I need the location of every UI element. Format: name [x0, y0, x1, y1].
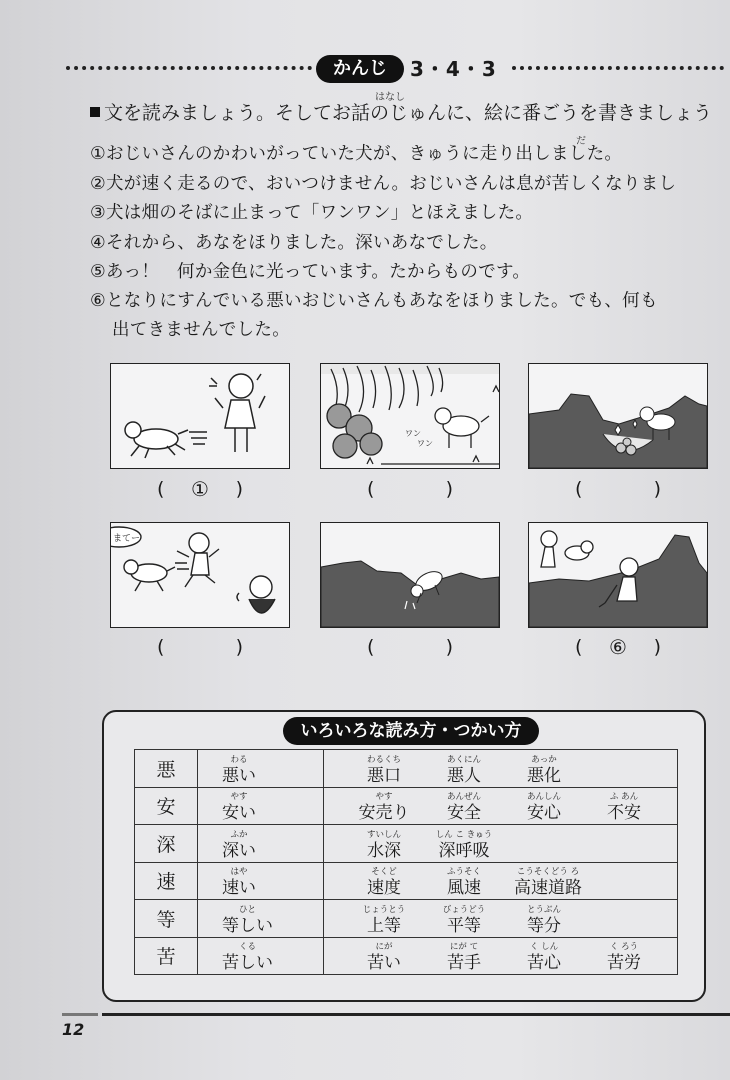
vocab-row: [135, 900, 678, 938]
vocab-word-text: 安売り: [358, 803, 410, 823]
vocab-word-text: 苦手: [447, 953, 481, 973]
vocab-furigana: あんしん: [526, 792, 561, 802]
vocab-word-text: 高速道路: [514, 878, 582, 898]
vocab-word: [222, 942, 273, 974]
vocab-word-text: 苦心: [527, 953, 561, 973]
bark-text-2: ワン: [417, 439, 433, 448]
vocab-word-text: 苦い: [367, 953, 401, 973]
vocab-word: [434, 942, 494, 974]
vocab-word-text: 速い: [222, 878, 256, 898]
instruction-line: [90, 98, 712, 125]
vocab-kanji: 悪: [135, 750, 198, 788]
picture-dog-runs-off: [110, 363, 290, 469]
vocab-furigana: やす: [375, 792, 393, 802]
story-line-5: ⑤あっ！ 何か金色に光っています。たからものです。: [90, 262, 531, 282]
vocab-word-text: 悪い: [222, 765, 256, 786]
vocab-examples: [324, 825, 678, 863]
vocab-word-text: 平等: [447, 915, 481, 936]
ruby-hanashi: はなし: [375, 92, 405, 103]
vocab-word-text: 悪人: [447, 765, 481, 786]
vocab-word: [514, 905, 574, 937]
bark-text-1: ワン: [405, 429, 421, 438]
vocab-word-text: 上等: [367, 915, 401, 936]
vocab-word-text: 水深: [367, 840, 401, 861]
vocab-basic-reading: [198, 787, 324, 825]
vocab-furigana: すいしん: [366, 829, 401, 840]
vocab-word: [514, 755, 574, 787]
vocab-furigana: にが て: [449, 942, 479, 952]
vocab-basic-reading: [198, 862, 324, 900]
vocab-furigana: ふか: [230, 829, 248, 840]
answer-blank-5[interactable]: ( ): [367, 636, 453, 658]
vocab-word-text: 深呼吸: [438, 840, 490, 861]
vocab-word-text: 悪口: [367, 765, 401, 786]
vocab-furigana: そくど: [371, 867, 397, 877]
vocab-word-text: 安心: [527, 803, 561, 823]
vocab-furigana: こうそくどう ろ: [516, 867, 580, 877]
chasing-illustration: [111, 523, 289, 627]
answer-blank-3[interactable]: ( ): [575, 478, 661, 500]
treasure-hole-illustration: [529, 364, 707, 468]
header-dotted-rule-right: [512, 66, 724, 70]
square-bullet-icon: [90, 107, 100, 117]
vocab-furigana: ふうそく: [446, 867, 481, 877]
vocab-furigana: あくにん: [446, 754, 481, 765]
vocab-furigana: ふ あん: [609, 792, 639, 802]
vocab-title: いろいろな読み方・つかい方: [283, 717, 539, 745]
field-barking-illustration: [321, 364, 499, 468]
vocab-kanji: 速: [135, 862, 198, 900]
story-line-6: ⑥となりにすんでいる悪いおじいさんもあなをほりました。でも、何も: [90, 291, 658, 311]
story-line-3: ③犬は畑のそばに止まって「ワンワン」とほえました。: [90, 203, 534, 223]
vocab-word: [514, 792, 574, 824]
vocab-furigana: くる: [238, 942, 256, 952]
ruby-da: だ: [576, 136, 586, 147]
footer-rule-short: [62, 1013, 98, 1016]
vocab-basic-reading: [198, 750, 324, 788]
vocab-examples: [324, 900, 678, 938]
vocab-basic-reading: [198, 900, 324, 938]
vocab-kanji: 苦: [135, 937, 198, 975]
vocab-furigana: はや: [230, 867, 248, 877]
vocab-word: [354, 867, 414, 899]
vocab-examples: [324, 862, 678, 900]
instruction-text: 文を読みましょう。そしてお話のじゅんに、絵に番ごうを書きましょう: [104, 102, 713, 124]
answer-blank-4[interactable]: ( ): [157, 636, 243, 658]
vocab-furigana: わる: [230, 754, 248, 765]
vocab-furigana: あっか: [531, 754, 557, 765]
answer-value-1: ①: [191, 477, 209, 501]
vocab-furigana: やす: [230, 792, 248, 802]
vocab-word: [434, 755, 494, 787]
mate-shout: まてー: [113, 534, 141, 544]
vocab-word: [514, 867, 582, 899]
picture-neighbor-digs: [528, 522, 708, 628]
digging-illustration: [321, 523, 499, 627]
vocab-furigana: とうぶん: [526, 904, 561, 915]
vocab-furigana: じょうとう: [362, 904, 406, 915]
vocab-row: [135, 862, 678, 900]
vocab-word: [354, 755, 414, 787]
picture-treasure-found: [528, 363, 708, 469]
vocab-word: [354, 792, 414, 824]
vocab-word-text: 等しい: [222, 915, 273, 936]
vocab-word-text: 苦しい: [222, 953, 273, 973]
vocab-furigana: しん こ きゅう: [435, 829, 493, 840]
vocab-word: [354, 905, 414, 937]
header-dotted-rule-left: [66, 66, 312, 70]
vocab-word: [354, 942, 414, 974]
vocab-word-text: 等分: [527, 915, 561, 936]
footer-rule: [102, 1013, 730, 1016]
vocab-word: [434, 792, 494, 824]
vocab-word-text: 不安: [607, 803, 641, 823]
vocab-furigana: びょうどう: [442, 904, 486, 915]
answer-value-6: ⑥: [609, 635, 627, 659]
vocab-furigana: わるくち: [366, 754, 401, 765]
vocab-kanji: 等: [135, 900, 198, 938]
vocab-examples: [324, 750, 678, 788]
story-line-4: ④それから、あなをほりました。深いあなでした。: [90, 233, 498, 253]
vocab-examples: [324, 787, 678, 825]
story-line-7: 出てきませんでした。: [112, 320, 290, 340]
vocab-word: [222, 755, 256, 787]
vocab-word: [434, 830, 494, 862]
dog-running-illustration: [111, 364, 289, 468]
vocab-word-text: 安い: [222, 803, 256, 823]
vocab-row: [135, 937, 678, 975]
vocab-word-text: 苦労: [607, 953, 641, 973]
vocab-word: [434, 905, 494, 937]
answer-blank-1[interactable]: ( ① ): [157, 477, 243, 501]
lesson-number: 3・4・3: [410, 57, 497, 81]
vocab-basic-reading: [198, 937, 324, 975]
page-number: 12: [62, 1020, 85, 1039]
vocab-table: [134, 749, 678, 975]
vocab-word: [222, 867, 256, 899]
vocab-word: [222, 830, 256, 862]
vocab-word: [594, 942, 654, 974]
vocab-word: [594, 792, 654, 824]
vocab-word: [222, 905, 273, 937]
vocab-word: [354, 830, 414, 862]
kanji-badge: かんじ: [316, 55, 404, 83]
vocab-furigana: にが: [375, 942, 393, 952]
story-line-2: ②犬が速く走るので、おいつけません。おじいさんは息が苦しくなりまし: [90, 174, 677, 194]
picture-dog-barks-at-field: [320, 363, 500, 469]
vocab-word: [222, 792, 256, 824]
neighbor-digging-illustration: [529, 523, 707, 627]
vocab-word: [514, 942, 574, 974]
vocab-furigana: く ろう: [609, 942, 639, 952]
vocab-examples: [324, 937, 678, 975]
vocab-word-text: 安全: [447, 803, 481, 823]
vocab-furigana: く しん: [529, 942, 559, 952]
picture-dog-digging: [320, 522, 500, 628]
story-line-1: ①おじいさんのかわいがっていた犬が、きゅうに走り出しました。: [90, 144, 623, 164]
vocab-row: [135, 787, 678, 825]
vocab-furigana: ひと: [238, 904, 256, 915]
answer-blank-6[interactable]: ( ⑥ ): [575, 635, 661, 659]
vocab-kanji: 深: [135, 825, 198, 863]
vocab-word-text: 速度: [367, 878, 401, 898]
vocab-word: [434, 867, 494, 899]
vocab-furigana: あんぜん: [446, 792, 481, 802]
answer-blank-2[interactable]: ( ): [367, 478, 453, 500]
vocab-word-text: 風速: [447, 878, 481, 898]
vocab-row: [135, 825, 678, 863]
vocab-word-text: 悪化: [527, 765, 561, 786]
picture-chasing-dog: [110, 522, 290, 628]
vocab-row: [135, 750, 678, 788]
vocab-kanji: 安: [135, 787, 198, 825]
vocab-word-text: 深い: [222, 840, 256, 861]
vocab-basic-reading: [198, 825, 324, 863]
